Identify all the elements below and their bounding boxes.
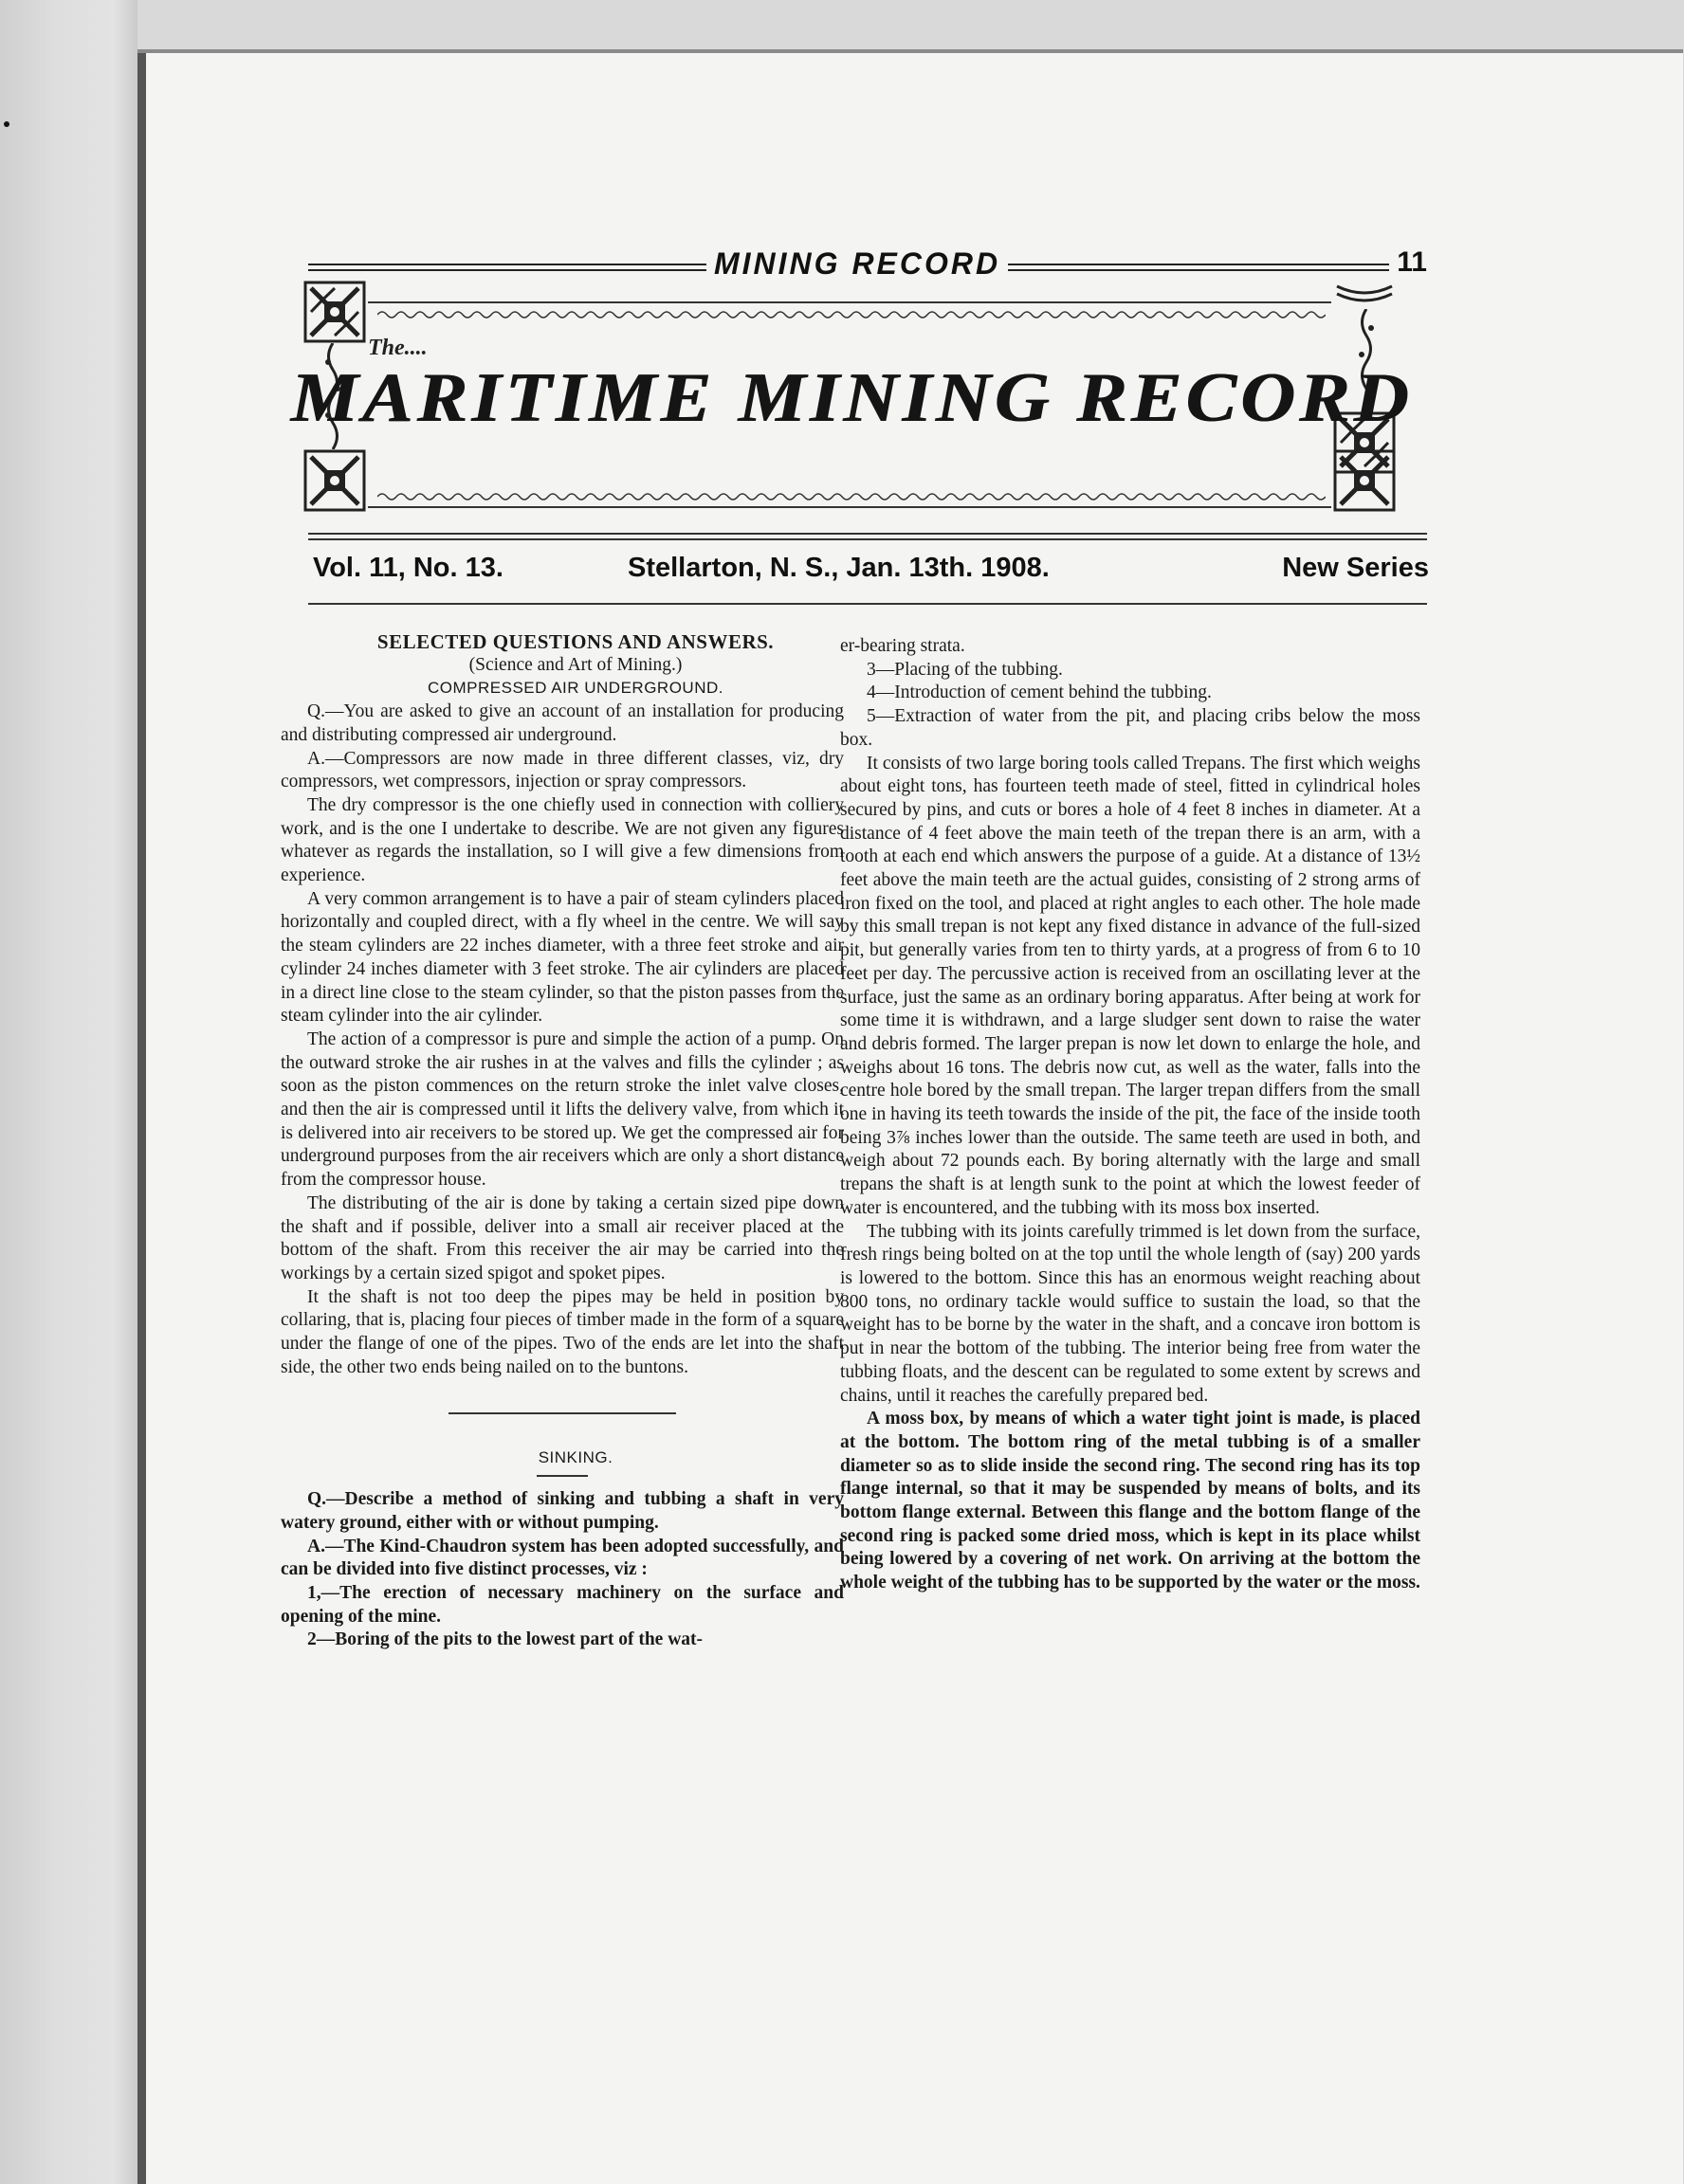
page-number: 11 (1389, 246, 1427, 279)
dateline-rule-top (308, 533, 1427, 535)
paragraph: A.—Compressors are now made in three different classes, viz, dry compressors, wet compressors, injection or spray compressors. (281, 748, 844, 792)
masthead (290, 281, 1413, 516)
paragraph: 5—Extraction of water from the pit, and placing cribs below the moss box. (840, 706, 1420, 750)
paragraph: A.—The Kind-Chaudron system has been adopted successfully, and can be divided into five distinct processes, viz : (281, 1536, 844, 1580)
section-divider (448, 1412, 676, 1414)
section-compressed-air-body (281, 701, 844, 1379)
section-heading-compressed-air: COMPRESSED AIR UNDERGROUND. (428, 679, 723, 698)
dateline-rule-top-2 (308, 538, 1427, 540)
paragraph: The distributing of the air is done by taking a certain sized pipe down the shaft and if possible, deliver into a small air receiver placed at the bottom of the shaft. From this receiver the air may be carried into the workings by a certain sized spigot and spoket pipes. (281, 1192, 844, 1283)
corner-ornament-icon (1333, 449, 1396, 512)
heading-underline (537, 1475, 588, 1477)
article-subtitle: (Science and Art of Mining.) (468, 654, 683, 675)
paragraph: A very common arrangement is to have a pair of steam cylinders placed horizontally and coupled direct, with a fly wheel in the centre. We will say the steam cylinders are 22 inches diameter, with a three feet stroke and air cylinder 24 inches diameter with 3 feet stroke. The air cylinders are placed in a direct line close to the steam cylinder, so that the piston passes from the steam cylinder into the air cylinder. (281, 888, 844, 1027)
paragraph: 2—Boring of the pits to the lowest part of the wat- (307, 1629, 704, 1650)
masthead-title: MARITIME MINING RECORD (290, 359, 1413, 437)
scan-speck (4, 121, 9, 127)
paragraph: Q.—Describe a method of sinking and tubbing a shaft in very watery ground, either with or without pumping. (281, 1489, 844, 1533)
series-label: New Series (1282, 553, 1429, 583)
paragraph: 3—Placing of the tubbing. (867, 659, 1063, 680)
paragraph: It consists of two large boring tools called Trepans. The first which weighs about eight tons, has fourteen teeth made of steel, fitted in cylindrical holes secured by pins, and cuts or bores a hole of 4 feet 8 inches in diameter. At a distance of 4 feet above the main teeth of the trepan there is an arm, with a tooth at each end which answers the purpose of a guide. At a distance of 13½ feet above the main teeth are the actual guides, consisting of 2 strong arms of iron fixed on the tool, and placed at right angles to each other. The hole made by this small trepan is not kept any fixed distance in advance of the full-sized pit, but generally varies from ten to thirty yards, at a progress of from 6 to 10 feet per day. The percussive action is received from an oscillating lever at the surface, just the same as an ordinary boring apparatus. After being at work for some time it is withdrawn, and a large sludger sent down to raise the water and debris formed. The larger prepan is now let down to enlarge the hole, and weighs about 16 tons. The debris now cut, as well as the water, falls into the centre hole bored by the small trepan. The larger trepan differs from the small one in having its teeth towards the inside of the pit, the face of the inside tooth being 3⅞ inches lower than the outside. The same teeth are used in both, and weigh about 72 pounds each. By boring alternatly with the large and small trepans the shaft is at length sunk to the point at which the lowest feeder of water is encountered, and the tubbing with its moss box inserted. (840, 753, 1420, 1218)
paragraph: The dry compressor is the one chiefly used in connection with colliery work, and is the one I undertake to describe. We are not given any figures whatever as regards the installation, so I will give a few dimensions from experience. (281, 794, 844, 886)
paragraph: Q.—You are asked to give an account of an installation for producing and distributing compressed air underground. (281, 701, 844, 745)
section-heading-sinking: SINKING. (538, 1447, 613, 1466)
right-column-bold-block (840, 1408, 1420, 1595)
dateline-rule-bottom (308, 603, 1427, 605)
paragraph: 1,—The erection of necessary machinery on the surface and opening of the mine. (281, 1583, 844, 1627)
dateline (310, 553, 1429, 600)
paragraph: The tubbing with its joints carefully trimmed is let down from the surface, fresh rings being bolted on at the top until the whole length of (say) 200 yards is lowered to the bottom. Since this has an enormous weight reaching about 800 tons, no ordinary tackle would suffice to sustain the load, so that the weight has to be borne by the water in the shaft, and a concave iron bottom is put in near the bottom of the tubbing. The interior being free from water the tubbing floats, and the descent can be regulated to some extent by screws and chains, until it reaches the carefully prepared bed. (840, 1221, 1420, 1406)
paragraph: er-bearing strata. (840, 636, 965, 656)
left-column (281, 630, 844, 1652)
masthead-wave-bottom (377, 491, 1326, 502)
masthead-the: The.... (368, 336, 428, 360)
corner-ornament-icon (303, 281, 366, 343)
paragraph: It the shaft is not too deep the pipes may be held in position by collaring, that is, placing four pieces of timber made in the form of a square under the flange of one of the pipes. Two of the ends are let into the shaft side, the other two ends being nailed on to the buntons. (281, 1286, 844, 1377)
masthead-rule-top (368, 301, 1331, 303)
paragraph: A moss box, by means of which a water tight joint is made, is placed at the bottom. The bottom ring of the metal tubbing is of a smaller diameter so as to slide inside the second ring. The second ring has its top flange internal, so that it may be suspended by means of bolts, and its bottom flange external. Between this flange and the bottom flange of the second ring is packed some dried moss, which is kept in its place whilst being lowered by a covering of net work. On arriving at the bottom the whole weight of the tubbing has to be supported by the water or the moss. (840, 1409, 1420, 1593)
masthead-rule-bottom (368, 506, 1331, 508)
paragraph: The action of a compressor is pure and simple the action of a pump. On the outward stroke the air rushes in at the valves and fills the cylinder ; as soon as the piston commences on the return stroke the inlet valve closes, and then the air is compressed until it lifts the delivery valve, from which it is delivered into air receivers to be stored up. We get the compressed air for underground purposes from the air receivers which are only a short distance from the compressor house. (281, 1028, 844, 1191)
scan-margin (0, 0, 137, 2184)
section-sinking-body (281, 1488, 844, 1652)
volume-number: Vol. 11, No. 13. (313, 553, 503, 583)
page-top-edge (137, 49, 1683, 53)
right-column (840, 635, 1420, 1595)
place-date: Stellarton, N. S., Jan. 13th. 1908. (628, 553, 1050, 583)
article-title: SELECTED QUESTIONS AND ANSWERS. (376, 630, 775, 653)
corner-ornament-icon (303, 449, 366, 512)
paragraph: 4—Introduction of cement behind the tubbing. (867, 682, 1212, 703)
running-title: MINING RECORD (706, 246, 1008, 282)
masthead-wave-top (377, 309, 1326, 320)
